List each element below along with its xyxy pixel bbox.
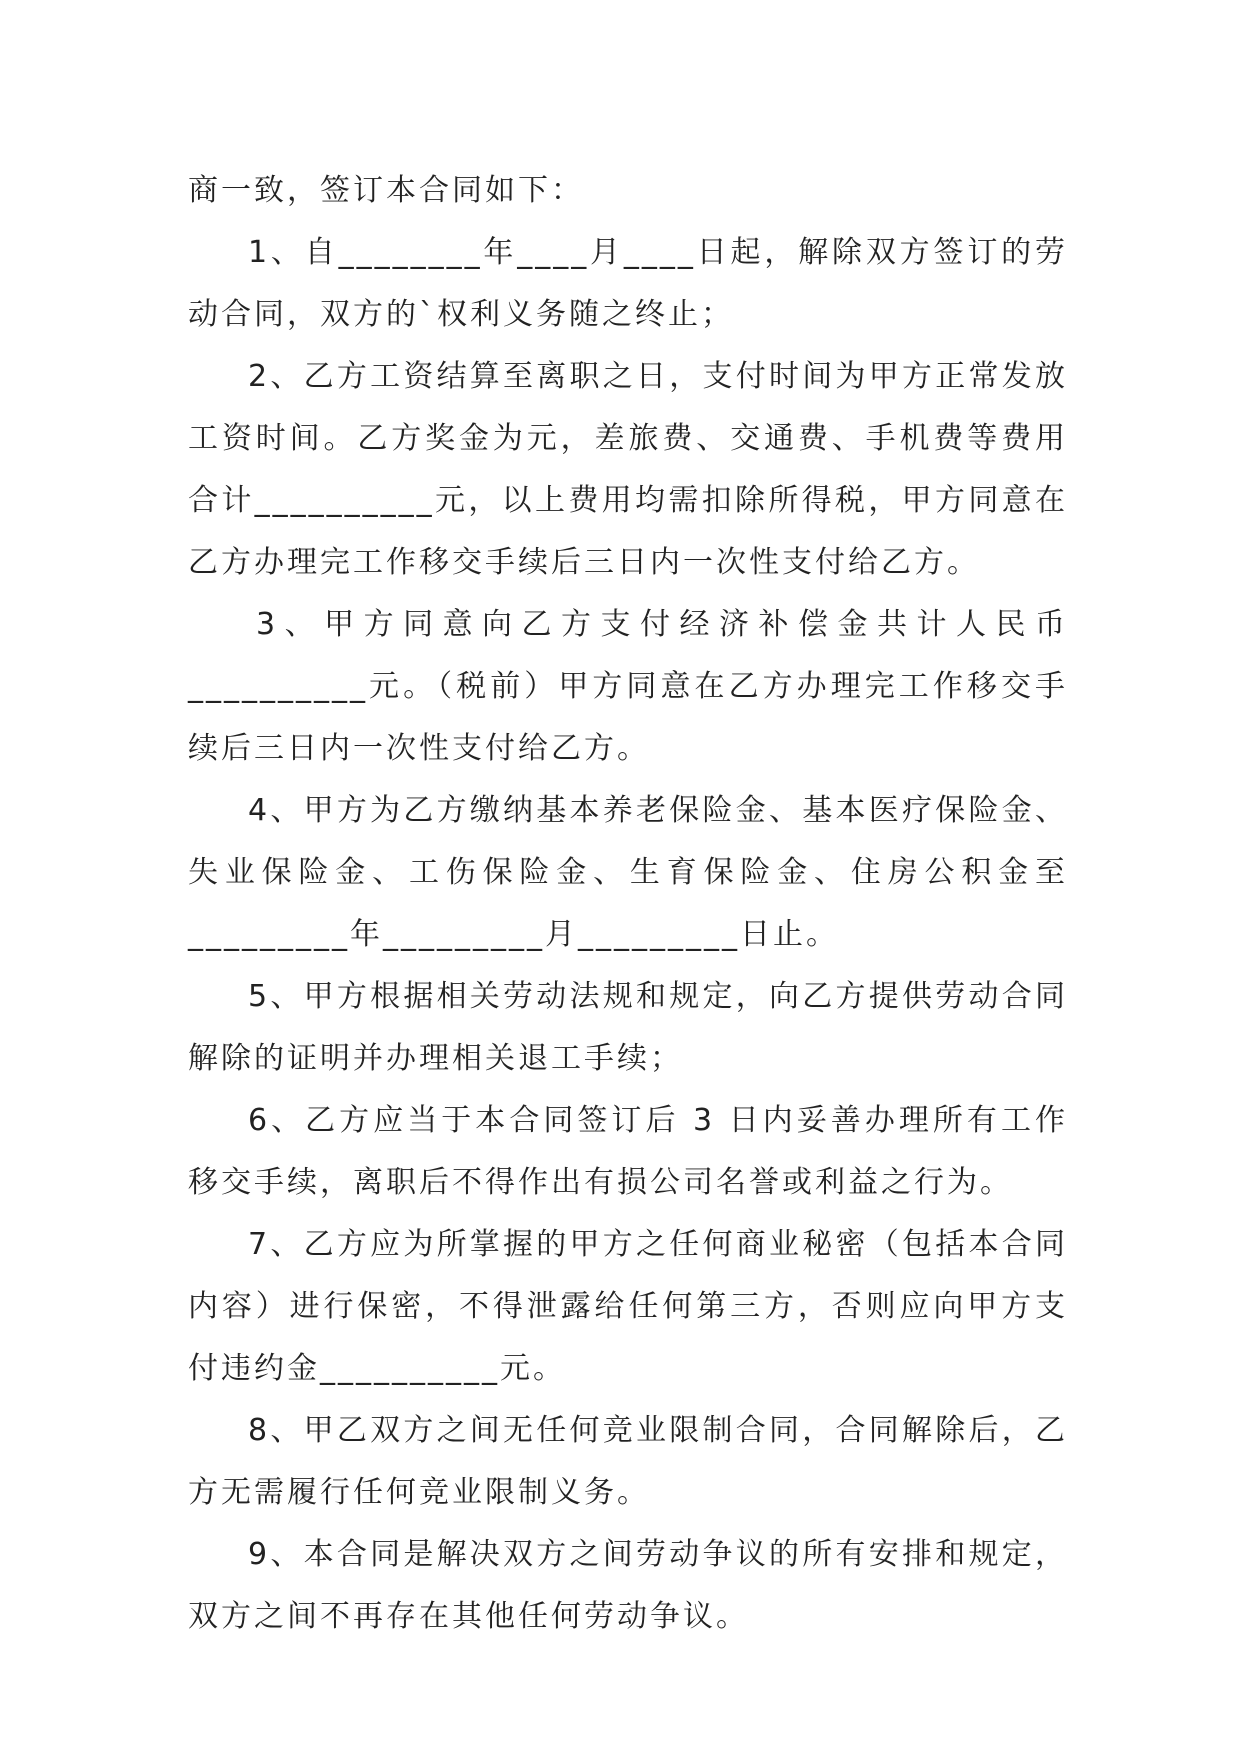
clause-2: 2、乙方工资结算至离职之日，支付时间为甲方正常发放工资时间。乙方奖金为元，差旅费、交通费、手机费等费用合计__________元，以上费用均需扣除所得税，甲方同意在乙方办理完工作移交手续后三日内一次性支付给乙方。	[188, 359, 1068, 580]
paragraph-intro: 商一致，签订本合同如下：	[188, 173, 584, 208]
clause-6: 6、乙方应当于本合同签订后 3 日内妥善办理所有工作移交手续，离职后不得作出有损公司名誉或利益之行为。	[188, 1103, 1068, 1200]
clause-9: 9、本合同是解决双方之间劳动争议的所有安排和规定，双方之间不再存在其他任何劳动争议。	[188, 1537, 1068, 1634]
clause-5: 5、甲方根据相关劳动法规和规定，向乙方提供劳动合同解除的证明并办理相关退工手续；	[188, 979, 1068, 1076]
clause-3: 3、甲方同意向乙方支付经济补偿金共计人民币__________元。（税前）甲方同意在乙方办理完工作移交手续后三日内一次性支付给乙方。	[188, 607, 1068, 766]
clause-7: 7、乙方应为所掌握的甲方之任何商业秘密（包括本合同内容）进行保密，不得泄露给任何第三方，否则应向甲方支付违约金__________元。	[188, 1227, 1068, 1386]
clause-8: 8、甲乙双方之间无任何竞业限制合同，合同解除后，乙方无需履行任何竞业限制义务。	[188, 1413, 1068, 1510]
document-body	[188, 160, 1068, 1648]
clause-1: 1、自________年____月____日起，解除双方签订的劳动合同，双方的`权利义务随之终止；	[188, 235, 1068, 332]
clause-4: 4、甲方为乙方缴纳基本养老保险金、基本医疗保险金、失业保险金、工伤保险金、生育保险金、住房公积金至_________年_________月_________日止。	[188, 793, 1068, 952]
